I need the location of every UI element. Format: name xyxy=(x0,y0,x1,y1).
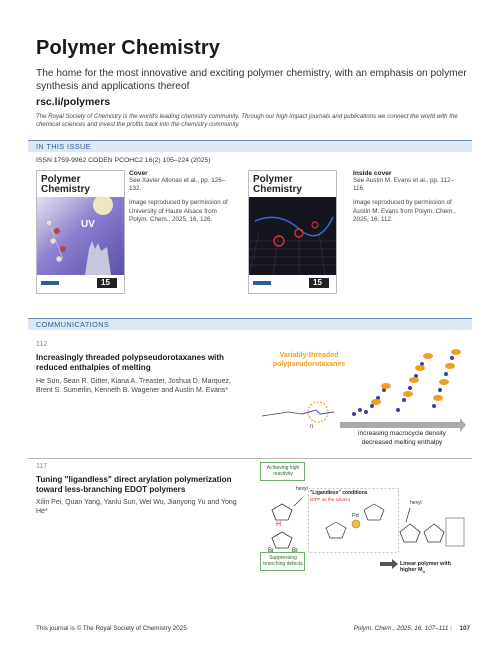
cover-issue-badge: 15 xyxy=(101,278,110,287)
cover-caption xyxy=(129,170,229,224)
inside-cover-caption xyxy=(353,170,463,224)
in-this-issue-bar xyxy=(28,140,472,152)
inside-cover-credit: Image reproduced by permission of Austin M. Evans from Polym. Chem., 2025, 16, 112. xyxy=(353,199,456,223)
article-page-number: 117 xyxy=(36,463,48,470)
article-authors: He Sun, Sean R. Gitter, Kiana A. Treaster, Joshua D. Marquez, Brent S. Sumerlin, Kenneth B. Wagener and Austin M. Evans* xyxy=(36,378,231,395)
graphic-box-reactivity: Achieving high reactivity xyxy=(266,465,300,477)
graphic-hexyl-1: hexyl xyxy=(296,486,308,492)
journal-tagline: The home for the most innovative and exciting polymer chemistry, with an emphasis on polymer synthesis and applications thereof xyxy=(36,68,467,92)
journal-title: Polymer Chemistry xyxy=(36,37,220,59)
inside-cover-image[interactable] xyxy=(248,170,337,294)
graphic-chem-n: n xyxy=(310,424,314,430)
article-page-number: 112 xyxy=(36,341,48,348)
inside-cover-ref[interactable]: See Austin M. Evans et al., pp. 112–116. xyxy=(353,177,455,193)
footer-citation: Polym. Chem., 2025, 16, 107–111 | 107 xyxy=(353,625,470,632)
cover-uv-label: UV xyxy=(81,219,95,230)
graphic-result: Linear polymer with higher $M_n$ xyxy=(400,561,451,575)
graphic-arrow-caption: increasing macrocycle density decreased melting enthalpy xyxy=(358,430,446,446)
article-authors: Xilin Pei, Quan Yang, Yanlu Sun, Wei Wu, Jianyong Yu and Yong He* xyxy=(36,499,237,516)
footer-citation-text: Polym. Chem., 2025, 16, 107–111 xyxy=(353,625,449,632)
article-title[interactable]: Increasingly threaded polypseudorotaxanes with reduced enthalpies of melting xyxy=(36,353,225,373)
inside-cover-heading: Inside cover xyxy=(353,170,392,177)
cover-image[interactable] xyxy=(36,170,125,294)
journal-url-link[interactable]: rsc.li/polymers xyxy=(36,96,111,108)
graphic-box-branching: Suppressing branching defects xyxy=(263,555,303,567)
in-this-issue-label: IN THIS ISSUE xyxy=(36,142,91,151)
communications-label: COMMUNICATIONS xyxy=(36,320,110,329)
article-graphic xyxy=(258,340,468,455)
inside-cover-issue-badge: 15 xyxy=(313,278,322,287)
article-title[interactable]: Tuning "ligandless" direct arylation polymerization toward less-branching EDOT polymers xyxy=(36,475,232,495)
cover-credit: Image reproduced by permission of University of Haute Alsace from Polym. Chem., 2025, 16, 126. xyxy=(129,199,228,223)
footer-page-number: 107 xyxy=(459,625,470,632)
graphic-pd-label: Pd xyxy=(352,513,359,519)
graphic-hexyl-2: hexyl xyxy=(410,500,422,506)
issue-info: ISSN 1759-9962 CODEN PCOHC2 16(2) 105–224 (2025) xyxy=(36,157,211,164)
svg-text:Br: Br xyxy=(268,548,274,554)
footer-copyright: This journal is © The Royal Society of Chemistry 2025 xyxy=(36,625,187,632)
rsc-statement: The Royal Society of Chemistry is the world's leading chemistry community. Through our high impact journals and publications we connect the world with the chemical sciences and invest the profits back into the chemistry community. xyxy=(36,113,458,129)
svg-text:Br: Br xyxy=(292,548,298,554)
graphic-label: Variably-threaded polypseudorotaxanes xyxy=(272,352,346,368)
graphic-conditions-title: "Ligandless" conditions xyxy=(310,490,368,496)
communications-bar xyxy=(28,318,472,330)
article-divider xyxy=(28,458,472,459)
cover-journal-title: Polymer Chemistry xyxy=(41,174,90,195)
cover-heading: Cover xyxy=(129,170,148,177)
graphic-conditions-sub: DtFP as the solvent xyxy=(310,497,351,502)
svg-text:H: H xyxy=(276,521,282,528)
article-graphic xyxy=(260,462,468,582)
inside-cover-journal-title: Polymer Chemistry xyxy=(253,174,302,195)
cover-ref[interactable]: See Xavier Allonas et al., pp. 126–132. xyxy=(129,177,226,193)
